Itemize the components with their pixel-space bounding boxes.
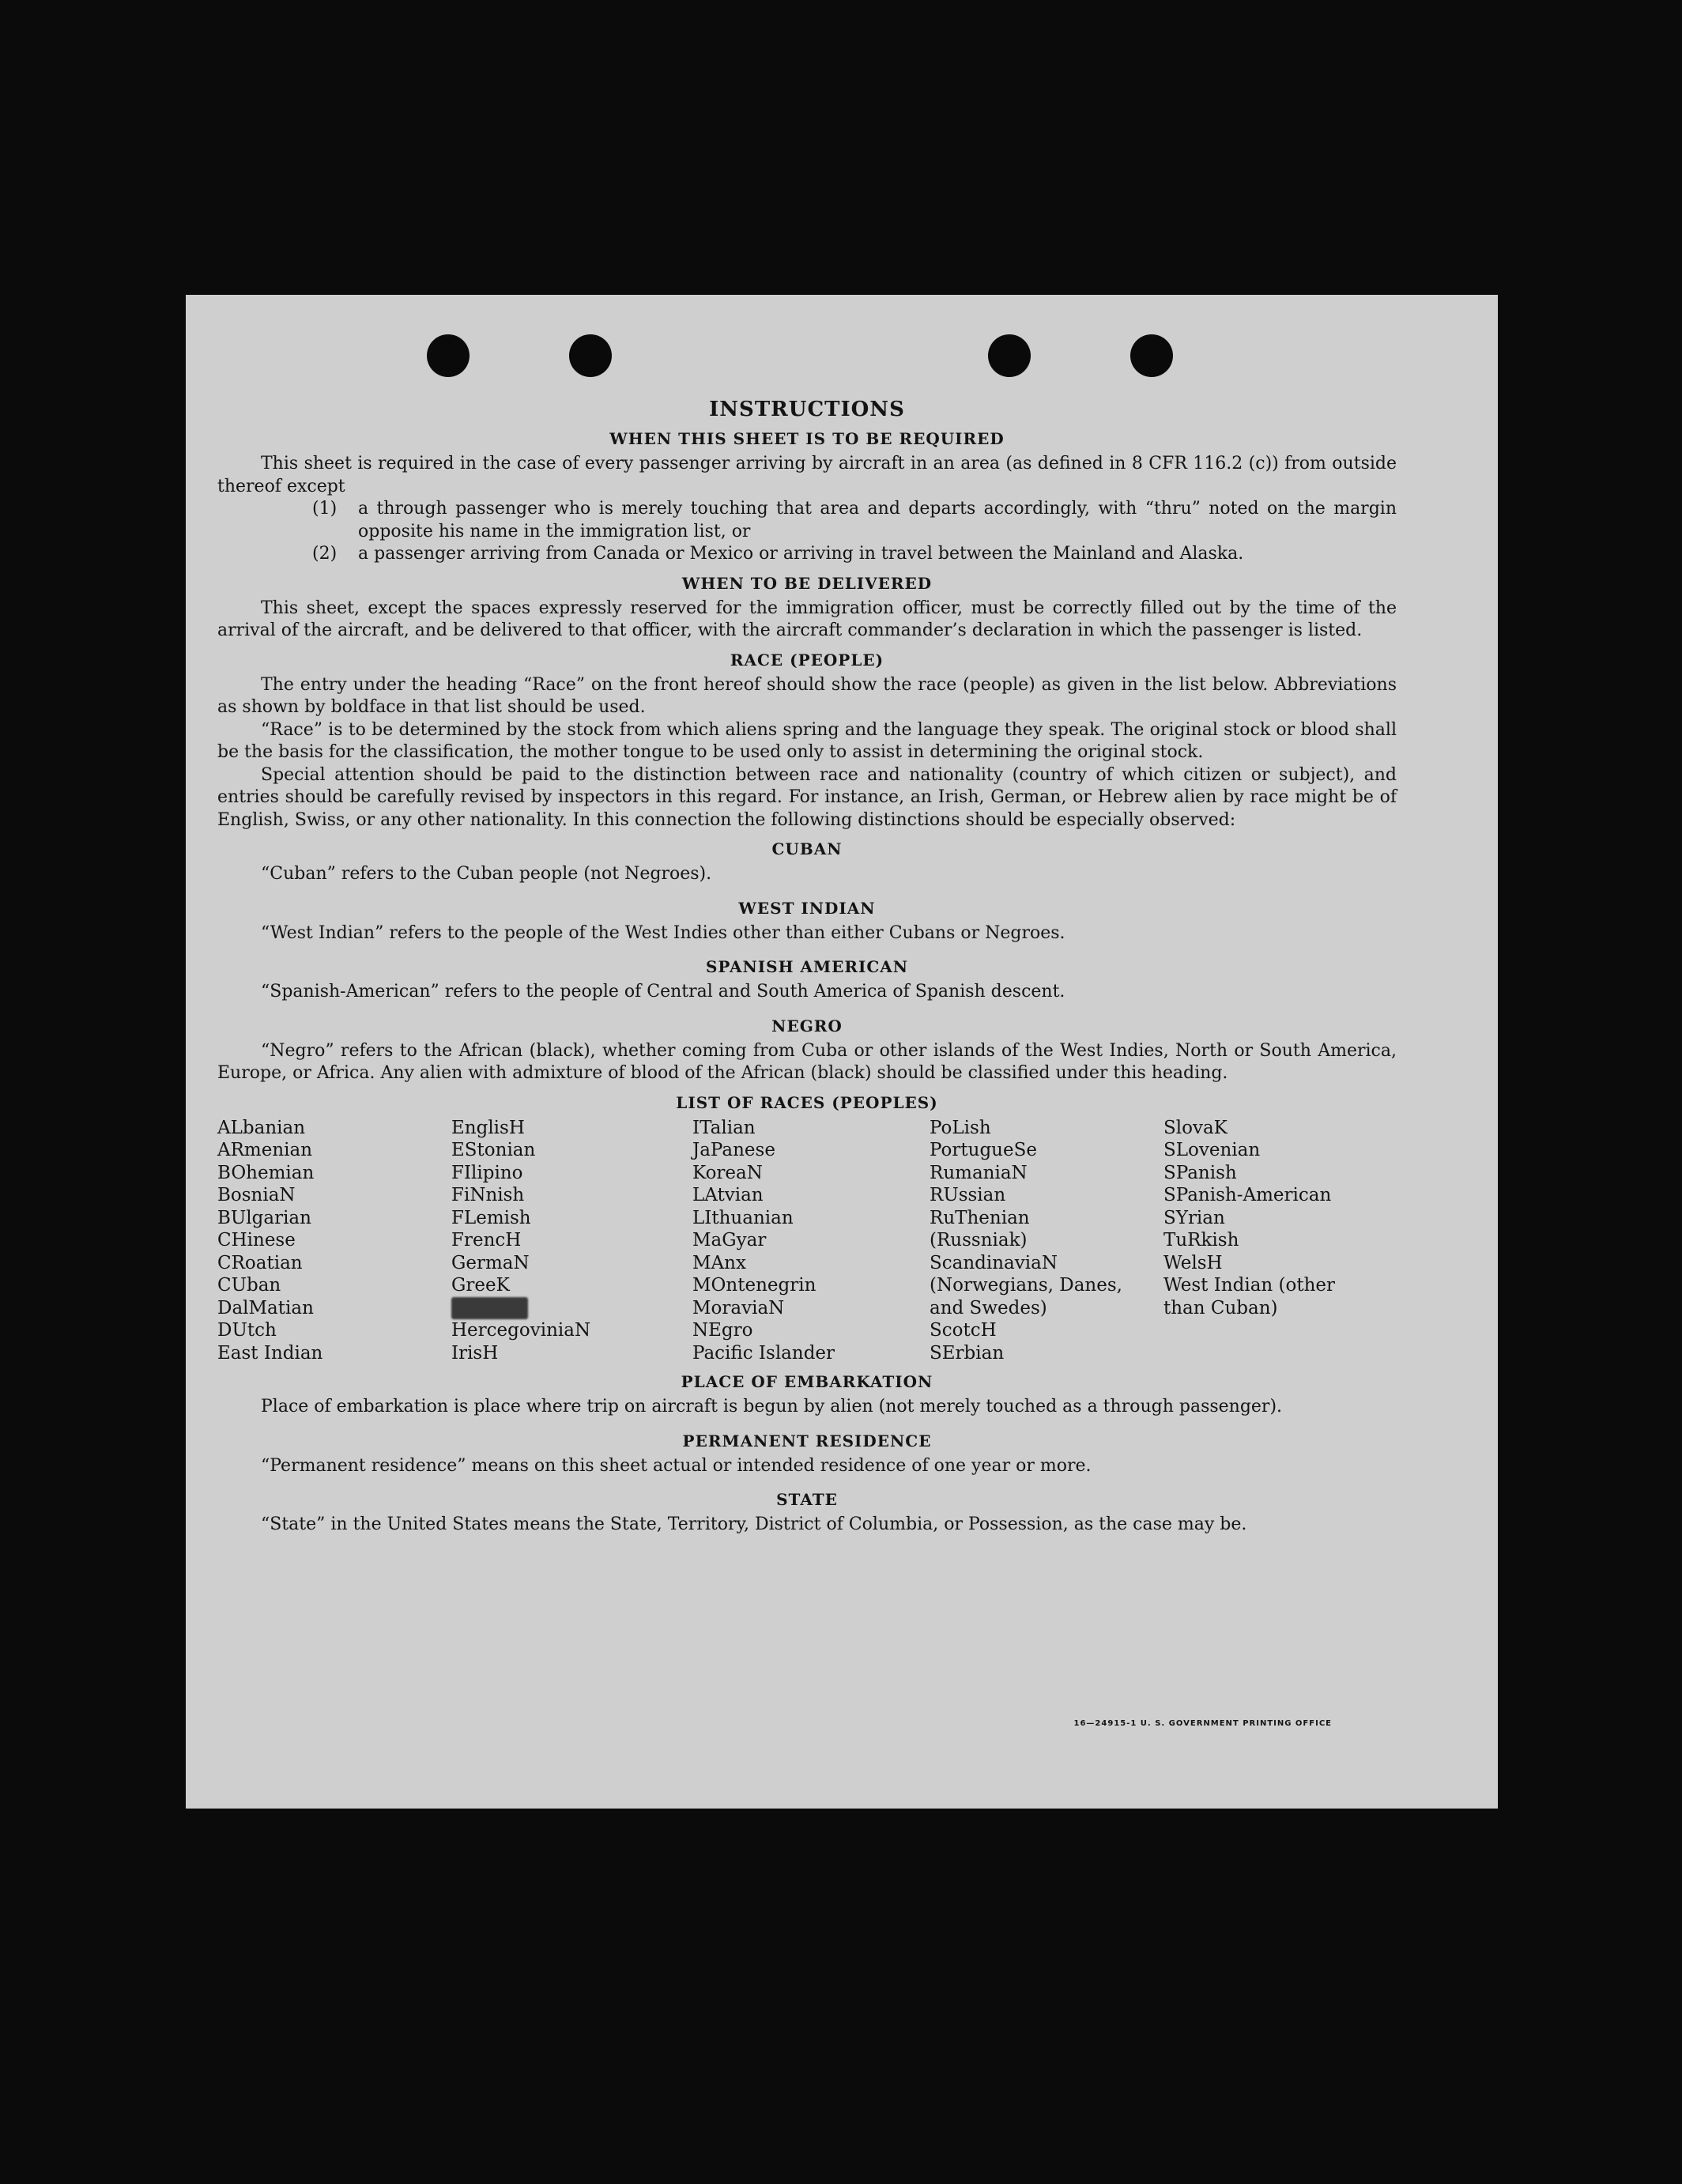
races-column <box>217 1117 451 1365</box>
races-column <box>1163 1117 1397 1365</box>
section-heading-spanish-american: SPANISH AMERICAN <box>705 957 909 976</box>
race-item: DUtch <box>217 1320 277 1341</box>
race-item: RumaniaN <box>930 1162 1028 1183</box>
race-item: BUlgarian <box>217 1207 311 1228</box>
race-item: Pacific Islander <box>692 1342 835 1364</box>
race-item: ARmenian <box>217 1140 313 1160</box>
section-heading-delivered: WHEN TO BE DELIVERED <box>681 573 933 593</box>
race-item: SYrian <box>1163 1207 1225 1228</box>
section-heading-residence: PERMANENT RESIDENCE <box>682 1431 932 1450</box>
races-list <box>217 1117 1397 1365</box>
race-item: JaPanese <box>692 1140 775 1160</box>
punch-hole <box>569 334 612 377</box>
race-item: FiNnish <box>451 1185 525 1205</box>
paragraph: “Negro” refers to the African (black), whether coming from Cuba or other islands of the West Indies, North or South America, Europe, or Africa. Any alien with admixture of blood of the African (black) should be classified under this heading. <box>217 1040 1397 1083</box>
instructions-content <box>217 398 1397 1537</box>
list-number: (1) <box>312 499 338 519</box>
list-number: (2) <box>312 544 338 564</box>
race-item: RUssian <box>930 1185 1006 1205</box>
race-item: East Indian <box>217 1342 323 1364</box>
paragraph: The entry under the heading “Race” on the front hereof should show the race (people) as given in the list below. Abbreviations as shown by boldface in that list should be used. <box>217 674 1397 717</box>
paragraph: “Cuban” refers to the Cuban people (not Negroes). <box>261 864 712 884</box>
race-item: LAtvian <box>692 1185 764 1205</box>
printing-office-footer: 16—24915-1 U. S. GOVERNMENT PRINTING OFFICE <box>1073 1719 1332 1728</box>
race-item: CRoatian <box>217 1252 303 1273</box>
race-item: TuRkish <box>1163 1230 1239 1250</box>
section-heading-embarkation: PLACE OF EMBARKATION <box>681 1372 933 1391</box>
punch-hole <box>427 334 470 377</box>
race-item: SlovaK <box>1163 1117 1228 1138</box>
paragraph: “Permanent residence” means on this sheet actual or intended residence of one year or more. <box>261 1455 1092 1476</box>
race-item: MaGyar <box>692 1230 767 1250</box>
list-item <box>217 543 1397 566</box>
list-item <box>217 498 1397 543</box>
race-item: IrisH <box>451 1342 499 1364</box>
race-item: WelsH <box>1163 1252 1223 1273</box>
race-item: FIlipino <box>451 1162 523 1183</box>
race-item: SPanish <box>1163 1162 1237 1183</box>
race-item-smudged <box>451 1297 692 1320</box>
race-item: KoreaN <box>692 1162 763 1183</box>
paragraph: “Spanish-American” refers to the people of Central and South America of Spanish descent. <box>261 982 1065 1001</box>
punch-hole <box>988 334 1031 377</box>
section-heading-negro: NEGRO <box>771 1016 843 1035</box>
list-text: a through passenger who is merely touching that area and departs accordingly, with “thru” noted on the margin opposite his name in the immigration list, or <box>358 499 1397 541</box>
paragraph: “State” in the United States means the State, Territory, District of Columbia, or Possession, as the case may be. <box>261 1514 1247 1534</box>
section-heading-state: STATE <box>776 1490 838 1509</box>
race-item: LIthuanian <box>692 1207 794 1228</box>
section-heading-race: RACE (PEOPLE) <box>730 650 884 670</box>
races-column <box>692 1117 930 1365</box>
smudged-text: HebreW <box>451 1297 528 1318</box>
race-item: EnglisH <box>451 1117 525 1138</box>
race-item: FrencH <box>451 1230 522 1250</box>
race-item: GermaN <box>451 1252 530 1273</box>
section-heading-west-indian: WEST INDIAN <box>738 898 876 918</box>
race-item: PortugueSe <box>930 1140 1037 1160</box>
races-column <box>930 1117 1163 1365</box>
race-item: PoLish <box>930 1117 991 1138</box>
race-item: HercegoviniaN <box>451 1320 591 1341</box>
punch-hole <box>1130 334 1173 377</box>
race-item: MoraviaN <box>692 1297 785 1318</box>
race-item: West Indian (other than Cuban) <box>1163 1275 1336 1318</box>
race-item: SLovenian <box>1163 1140 1261 1160</box>
section-heading-required: WHEN THIS SHEET IS TO BE REQUIRED <box>609 429 1005 448</box>
race-item: MAnx <box>692 1252 746 1273</box>
paragraph: “Race” is to be determined by the stock from which aliens spring and the language they speak. The original stock or blood shall be the basis for the classification, the mother tongue to be used only to assist in determining the original stock. <box>217 719 1397 762</box>
paragraph: This sheet is required in the case of every passenger arriving by aircraft in an area (as defined in 8 CFR 116.2 (c)) from outside thereof except <box>217 454 1397 496</box>
races-column <box>451 1117 692 1365</box>
document-page <box>186 295 1498 1809</box>
race-item: ALbanian <box>217 1117 306 1138</box>
race-item: NEgro <box>692 1320 753 1341</box>
race-item: MOntenegrin <box>692 1275 816 1296</box>
race-item: EStonian <box>451 1140 536 1160</box>
race-item: SPanish-American <box>1163 1185 1332 1205</box>
race-item: DalMatian <box>217 1297 314 1318</box>
paragraph: “West Indian” refers to the people of the West Indies other than either Cubans or Negroes. <box>261 922 1065 943</box>
race-item: ScandinaviaN (Norwegians, Danes, and Swedes) <box>930 1252 1122 1318</box>
race-item: GreeK <box>451 1275 510 1296</box>
paragraph: Place of embarkation is place where trip on aircraft is begun by alien (not merely touched as a through passenger). <box>261 1397 1283 1416</box>
page-title: INSTRUCTIONS <box>709 398 905 421</box>
race-item: SErbian <box>930 1342 1005 1364</box>
race-item: ITalian <box>692 1117 756 1138</box>
race-item: CHinese <box>217 1230 296 1250</box>
race-item: ScotcH <box>930 1320 997 1341</box>
race-item: FLemish <box>451 1207 531 1228</box>
section-heading-cuban: CUBAN <box>771 839 843 858</box>
race-item: BOhemian <box>217 1162 315 1183</box>
section-heading-races: LIST OF RACES (PEOPLES) <box>676 1092 938 1112</box>
race-item: BosniaN <box>217 1185 296 1205</box>
list-text: a passenger arriving from Canada or Mexico or arriving in travel between the Mainland and Alaska. <box>358 544 1244 564</box>
race-item: RuThenian (Russniak) <box>930 1207 1030 1250</box>
race-item: CUban <box>217 1275 281 1296</box>
paragraph: Special attention should be paid to the distinction between race and nationality (country of which citizen or subject), and entries should be carefully revised by inspectors in this regard. For instance, an Irish, German, or Hebrew alien by race might be of English, Swiss, or any other nationality. In this connection the following distinctions should be especially observed: <box>217 764 1397 830</box>
paragraph: This sheet, except the spaces expressly reserved for the immigration officer, must be correctly filled out by the time of the arrival of the aircraft, and be delivered to that officer, with the aircraft commander’s declaration in which the passenger is listed. <box>217 598 1397 640</box>
